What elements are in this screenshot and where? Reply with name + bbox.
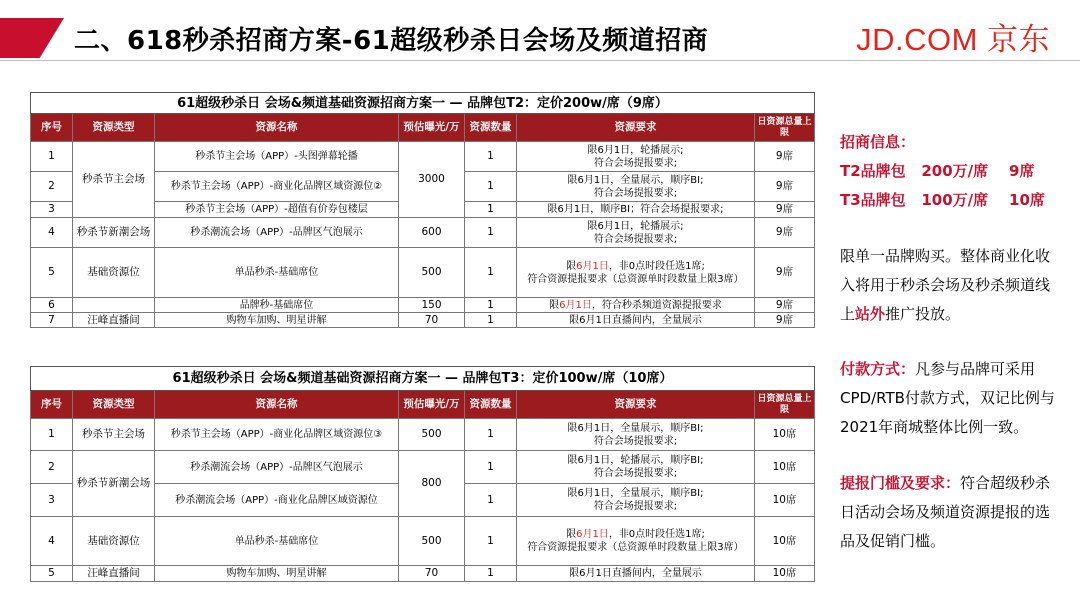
column-header: 预估曝光/万 (399, 114, 465, 142)
requirement: 限6月1日，非0点时段任选1席; 符合资源提报要求（总资源单时段数量上限3席） (517, 517, 755, 566)
column-header: 资源名称 (155, 391, 399, 419)
resource-type (73, 298, 155, 313)
quantity: 1 (465, 451, 517, 484)
title-accent-bar (0, 18, 64, 58)
resource-name: 单品秒杀-基础席位 (155, 248, 399, 298)
table-row (31, 142, 815, 172)
quantity: 1 (465, 313, 517, 328)
column-header: 资源要求 (517, 114, 755, 142)
exposure: 500 (399, 419, 465, 451)
package-info (840, 128, 1062, 215)
table-header-row (31, 391, 815, 419)
daily-cap: 10席 (755, 451, 815, 484)
resource-name: 品牌秒-基础席位 (155, 298, 399, 313)
daily-cap: 9席 (755, 313, 815, 328)
table-row (31, 298, 815, 313)
row-number: 4 (31, 218, 73, 248)
requirement: 限6月1日，全量展示，顺序BI; 符合会场提报要求; (517, 419, 755, 451)
payment-note: 付款方式：凡参与品牌可采用CPD/RTB付款方式，双记比例与2021年商城整体比例一致。 (840, 360, 1055, 436)
table-caption: 61超级秒杀日 会场&频道基础资源招商方案一 — 品牌包T3：定价100w/席（10席） (31, 367, 815, 391)
daily-cap: 10席 (755, 566, 815, 582)
resource-type: 汪峰直播间 (73, 313, 155, 328)
resource-type: 秒杀节新潮会场 (73, 451, 155, 517)
column-header: 预估曝光/万 (399, 391, 465, 419)
t3-package-line: T3品牌包 100万/席 10席 (840, 191, 1045, 209)
column-header: 资源类型 (73, 114, 155, 142)
purchase-note: 限单一品牌购买。整体商业化收入将用于秒杀会场及秒杀频道线上站外推广投放。 (840, 247, 1051, 323)
row-number: 2 (31, 451, 73, 484)
daily-cap: 9席 (755, 172, 815, 202)
quantity: 1 (465, 419, 517, 451)
column-header: 日资源总量上限 (755, 114, 815, 142)
daily-cap: 10席 (755, 484, 815, 517)
resource-type: 基础资源位 (73, 517, 155, 566)
table-row (31, 517, 815, 566)
page-title: 二、618秒杀招商方案-61超级秒杀日会场及频道招商 (74, 26, 709, 56)
row-number: 2 (31, 172, 73, 202)
daily-cap: 9席 (755, 218, 815, 248)
quantity: 1 (465, 566, 517, 582)
column-header: 资源要求 (517, 391, 755, 419)
column-header: 资源名称 (155, 114, 399, 142)
exposure: 150 (399, 298, 465, 313)
requirement: 限6月1日，轮播展示; 符合会场提报要求; (517, 142, 755, 172)
row-number: 5 (31, 566, 73, 582)
table-row (31, 248, 815, 298)
table-caption: 61超级秒杀日 会场&频道基础资源招商方案一 — 品牌包T2：定价200w/席（9席） (31, 93, 815, 114)
t2-package-table (30, 92, 815, 328)
resource-name: 单品秒杀-基础席位 (155, 517, 399, 566)
requirement: 限6月1日，全量展示，顺序BI; 符合会场提报要求; (517, 172, 755, 202)
requirement: 限6月1日，符合秒杀频道资源提报要求 (517, 298, 755, 313)
daily-cap: 9席 (755, 248, 815, 298)
row-number: 7 (31, 313, 73, 328)
table-row (31, 419, 815, 451)
resource-name: 秒杀节主会场（APP）-商业化品牌区域资源位② (155, 172, 399, 202)
row-number: 4 (31, 517, 73, 566)
daily-cap: 9席 (755, 202, 815, 218)
table-header-row (31, 114, 815, 142)
requirement: 限6月1日，全量展示，顺序BI; 符合会场提报要求; (517, 484, 755, 517)
column-header: 资源数量 (465, 391, 517, 419)
row-number: 6 (31, 298, 73, 313)
column-header: 资源类型 (73, 391, 155, 419)
quantity: 1 (465, 298, 517, 313)
requirement: 限6月1日，轮播展示; 符合会场提报要求; (517, 218, 755, 248)
row-number: 3 (31, 484, 73, 517)
exposure: 500 (399, 517, 465, 566)
column-header: 日资源总量上限 (755, 391, 815, 419)
daily-cap: 9席 (755, 142, 815, 172)
t2-package-line: T2品牌包 200万/席 9席 (840, 162, 1035, 180)
quantity: 1 (465, 484, 517, 517)
resource-type: 基础资源位 (73, 248, 155, 298)
resource-type: 秒杀节新潮会场 (73, 218, 155, 248)
requirement: 限6月1日直播间内，全量展示 (517, 566, 755, 582)
table-row (31, 451, 815, 484)
resource-name: 秒杀节主会场（APP）-超值有价券包楼层 (155, 202, 399, 218)
quantity: 1 (465, 248, 517, 298)
table-row (31, 218, 815, 248)
exposure: 600 (399, 218, 465, 248)
exposure: 3000 (399, 142, 465, 218)
quantity: 1 (465, 517, 517, 566)
t3-package-table (30, 366, 815, 582)
requirement: 限6月1日直播间内，全量展示 (517, 313, 755, 328)
exposure: 70 (399, 313, 465, 328)
info-title: 招商信息： (840, 133, 916, 151)
column-header: 序号 (31, 391, 73, 419)
quantity: 1 (465, 142, 517, 172)
daily-cap: 9席 (755, 298, 815, 313)
table-row (31, 566, 815, 582)
row-number: 3 (31, 202, 73, 218)
resource-name: 购物车加购、明星讲解 (155, 566, 399, 582)
exposure: 800 (399, 451, 465, 517)
resource-type: 秒杀节主会场 (73, 419, 155, 451)
requirement: 限6月1日，轮播展示，顺序BI; 符合会场提报要求; (517, 451, 755, 484)
requirement: 限6月1日，顺序BI；符合会场提报要求; (517, 202, 755, 218)
title-divider (0, 60, 1080, 61)
resource-type: 秒杀节主会场 (73, 142, 155, 218)
row-number: 1 (31, 419, 73, 451)
resource-name: 秒杀潮流会场（APP）-品牌区气泡展示 (155, 218, 399, 248)
resource-name: 秒杀潮流会场（APP）-商业化品牌区域资源位 (155, 484, 399, 517)
row-number: 1 (31, 142, 73, 172)
resource-name: 秒杀节主会场（APP）-商业化品牌区域资源位③ (155, 419, 399, 451)
exposure: 500 (399, 248, 465, 298)
row-number: 5 (31, 248, 73, 298)
table-row (31, 313, 815, 328)
quantity: 1 (465, 218, 517, 248)
threshold-note: 提报门槛及要求：符合超级秒杀日活动会场及频道资源提报的选品及促销门槛。 (840, 474, 1051, 550)
daily-cap: 10席 (755, 517, 815, 566)
daily-cap: 10席 (755, 419, 815, 451)
quantity: 1 (465, 172, 517, 202)
exposure: 70 (399, 566, 465, 582)
resource-name: 秒杀节主会场（APP）-头图弹幕轮播 (155, 142, 399, 172)
resource-name: 购物车加购、明星讲解 (155, 313, 399, 328)
column-header: 资源数量 (465, 114, 517, 142)
resource-type: 汪峰直播间 (73, 566, 155, 582)
resource-name: 秒杀潮流会场（APP）-品牌区气泡展示 (155, 451, 399, 484)
column-header: 序号 (31, 114, 73, 142)
jd-logo: JD.COM 京东 (856, 22, 1050, 57)
requirement: 限6月1日，非0点时段任选1席; 符合资源提报要求（总资源单时段数量上限3席） (517, 248, 755, 298)
quantity: 1 (465, 202, 517, 218)
